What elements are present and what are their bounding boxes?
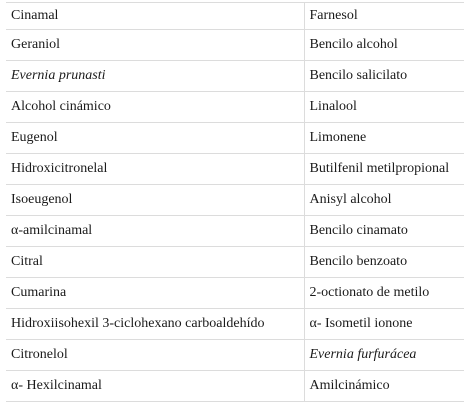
table-cell-left: Geraniol bbox=[6, 30, 304, 61]
fragrance-allergen-table-container bbox=[6, 2, 466, 402]
table-row bbox=[6, 340, 464, 371]
table-cell-left: Hidroxicitronelal bbox=[6, 154, 304, 185]
table-cell-right: Anisyl alcohol bbox=[304, 185, 464, 216]
table-cell-right: Limonene bbox=[304, 123, 464, 154]
table-row bbox=[6, 185, 464, 216]
table-cell-left: Citral bbox=[6, 247, 304, 278]
table-row bbox=[6, 3, 464, 30]
table-cell-left: Evernia prunasti bbox=[6, 61, 304, 92]
table-cell-right: α- Isometil ionone bbox=[304, 309, 464, 340]
table-cell-left: Citronelol bbox=[6, 340, 304, 371]
table-cell-left: Eugenol bbox=[6, 123, 304, 154]
table-cell-right: Bencilo alcohol bbox=[304, 30, 464, 61]
table-cell-left: Cumarina bbox=[6, 278, 304, 309]
table-cell-right: Evernia furfurácea bbox=[304, 340, 464, 371]
table-cell-right: Bencilo cinamato bbox=[304, 216, 464, 247]
table-cell-right: Butilfenil metilpropional bbox=[304, 154, 464, 185]
table-row bbox=[6, 30, 464, 61]
table-cell-right: Bencilo salicilato bbox=[304, 61, 464, 92]
table-row bbox=[6, 92, 464, 123]
table-cell-left: α-amilcinamal bbox=[6, 216, 304, 247]
table-row bbox=[6, 309, 464, 340]
table-row bbox=[6, 278, 464, 309]
table-row bbox=[6, 216, 464, 247]
table-cell-right: Bencilo benzoato bbox=[304, 247, 464, 278]
table-cell-left: α- Hexilcinamal bbox=[6, 371, 304, 402]
fragrance-allergen-table bbox=[6, 2, 464, 402]
table-row bbox=[6, 123, 464, 154]
table-cell-right: Linalool bbox=[304, 92, 464, 123]
table-cell-right: Farnesol bbox=[304, 3, 464, 30]
table-row bbox=[6, 154, 464, 185]
table-cell-left: Hidroxiisohexil 3-ciclohexano carboaldehído bbox=[6, 309, 304, 340]
table-row bbox=[6, 247, 464, 278]
table-cell-left: Alcohol cinámico bbox=[6, 92, 304, 123]
table-cell-right: 2-octionato de metilo bbox=[304, 278, 464, 309]
table-body bbox=[6, 3, 464, 402]
table-row bbox=[6, 61, 464, 92]
table-cell-left: Isoeugenol bbox=[6, 185, 304, 216]
table-row bbox=[6, 371, 464, 402]
table-cell-right: Amilcinámico bbox=[304, 371, 464, 402]
table-cell-left: Cinamal bbox=[6, 3, 304, 30]
